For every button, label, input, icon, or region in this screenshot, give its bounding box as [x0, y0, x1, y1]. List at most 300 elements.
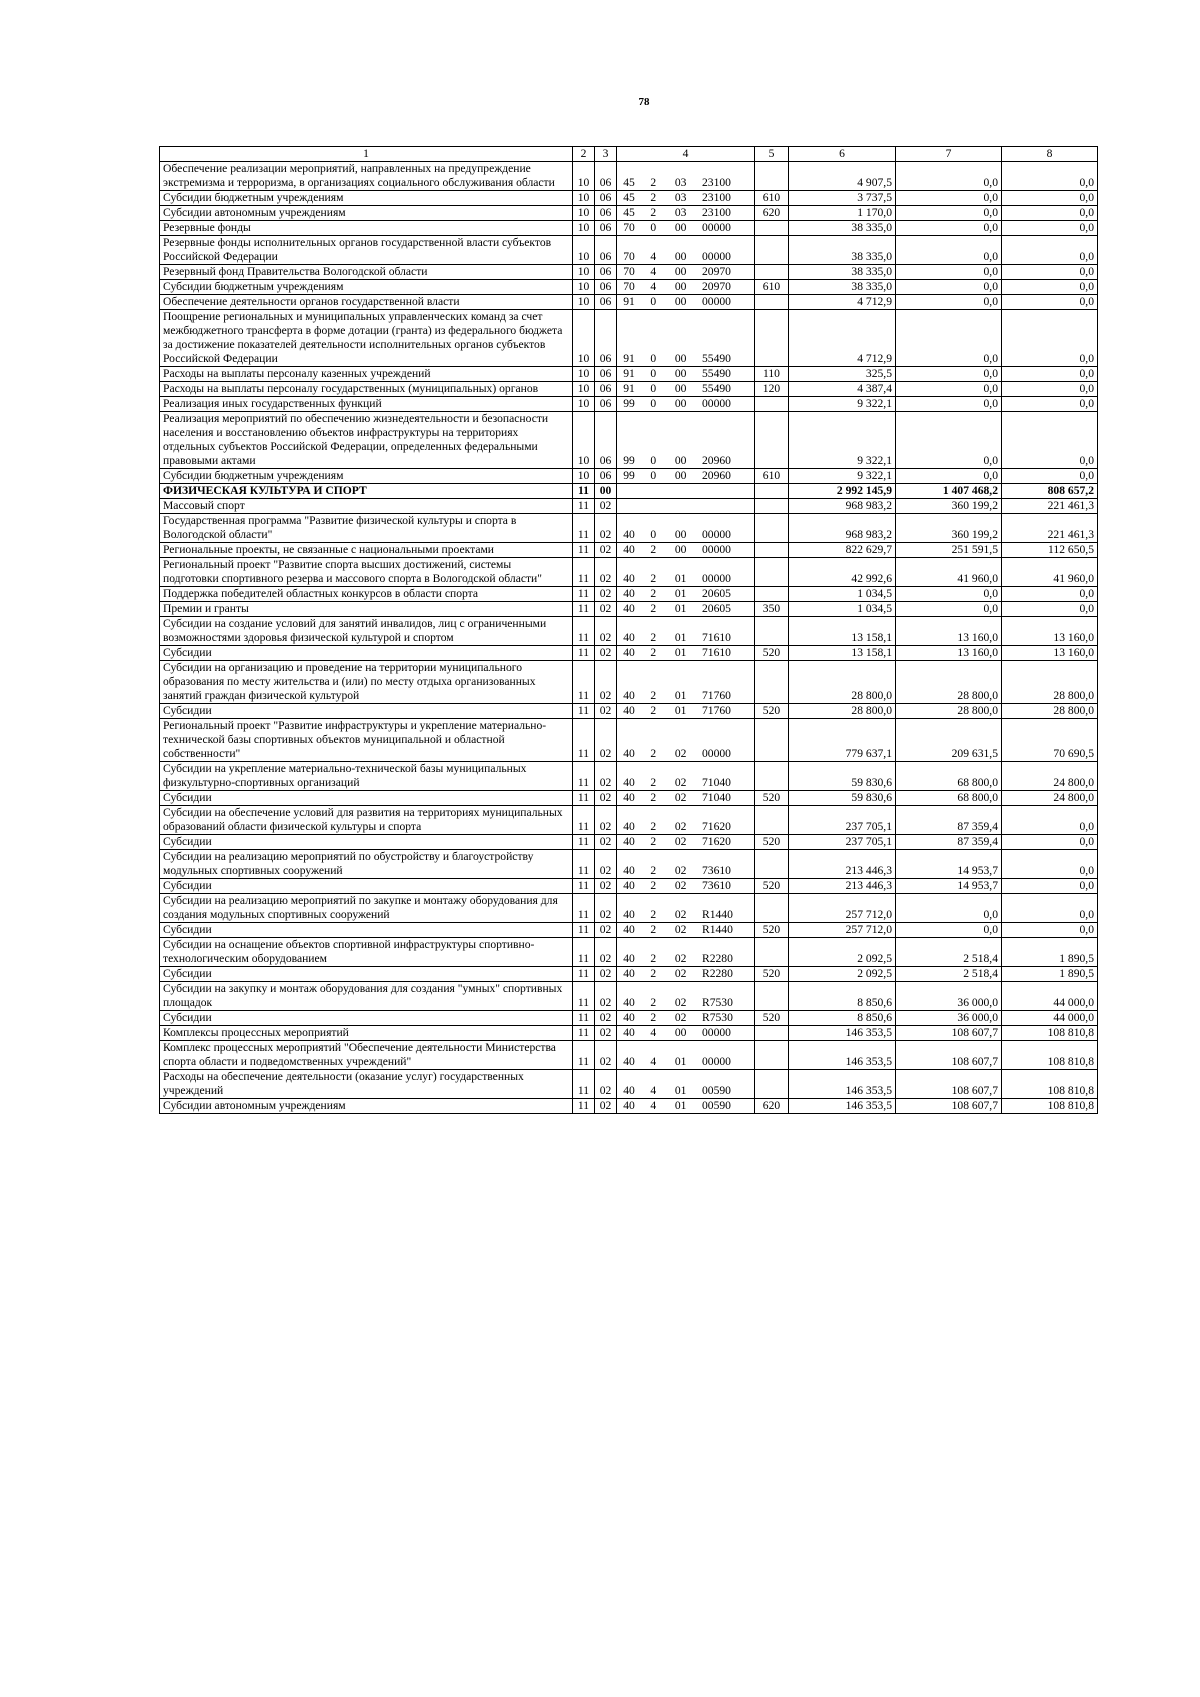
row-name: Расходы на обеспечение деятельности (оказание услуг) государственных учреждений: [160, 1070, 573, 1099]
subsection-code: 02: [595, 1041, 617, 1070]
expense-type-code: [755, 762, 789, 791]
amount-col-6: 1 170,0: [789, 206, 896, 221]
subsection-code: 06: [595, 191, 617, 206]
amount-col-8: 1 890,5: [1002, 967, 1098, 982]
expense-type-code: [755, 295, 789, 310]
subsection-code: 02: [595, 646, 617, 661]
subsection-code: 02: [595, 850, 617, 879]
program-code-part: 00000: [701, 295, 731, 308]
program-code-part: 00000: [701, 250, 731, 263]
section-code: 11: [573, 646, 595, 661]
program-code: [617, 617, 755, 646]
program-code-part: 02: [674, 864, 687, 877]
amount-col-6: 9 322,1: [789, 469, 896, 484]
amount-col-8: 24 800,0: [1002, 762, 1098, 791]
row-name: Субсидии на реализацию мероприятий по обустройству и благоустройству модульных спортивных сооружений: [160, 850, 573, 879]
amount-col-8: 24 800,0: [1002, 791, 1098, 806]
program-code-part: 40: [623, 587, 635, 600]
expense-type-code: [755, 894, 789, 923]
amount-col-6: 325,5: [789, 367, 896, 382]
amount-col-7: 0,0: [896, 923, 1002, 938]
amount-col-8: 0,0: [1002, 894, 1098, 923]
program-code-part: 00: [674, 1026, 687, 1039]
program-code-part: 20605: [701, 602, 731, 615]
section-code: 10: [573, 221, 595, 236]
subsection-code: 06: [595, 310, 617, 367]
amount-col-8: 108 810,8: [1002, 1070, 1098, 1099]
expense-type-code: [755, 412, 789, 469]
program-code-part: 00: [674, 280, 687, 293]
subsection-code: 02: [595, 982, 617, 1011]
section-code: 11: [573, 879, 595, 894]
program-code-part: 71760: [701, 704, 731, 717]
table-row: [160, 661, 1098, 704]
row-name: Субсидии: [160, 967, 573, 982]
program-code-part: 4: [650, 250, 657, 263]
program-code-part: 2: [650, 791, 657, 804]
program-code-part: 2: [650, 1011, 657, 1024]
program-code-part: 55490: [701, 382, 731, 395]
program-code-part: 40: [623, 1026, 635, 1039]
amount-col-8: 0,0: [1002, 397, 1098, 412]
section-code: 10: [573, 236, 595, 265]
program-code: [617, 967, 755, 982]
amount-col-6: 146 353,5: [789, 1041, 896, 1070]
amount-col-6: 4 712,9: [789, 310, 896, 367]
subsection-code: 02: [595, 661, 617, 704]
table-row: [160, 543, 1098, 558]
table-row: [160, 587, 1098, 602]
program-code-part: 01: [674, 689, 687, 702]
amount-col-6: 779 637,1: [789, 719, 896, 762]
section-code: 10: [573, 397, 595, 412]
program-code: [617, 879, 755, 894]
amount-col-6: 9 322,1: [789, 397, 896, 412]
expense-type-code: [755, 806, 789, 835]
program-code-part: 02: [674, 879, 687, 892]
expense-type-code: [755, 1041, 789, 1070]
subsection-code: 06: [595, 221, 617, 236]
amount-col-7: 0,0: [896, 894, 1002, 923]
amount-col-8: 0,0: [1002, 280, 1098, 295]
program-code: [617, 719, 755, 762]
expense-type-code: [755, 265, 789, 280]
column-header: 6: [789, 147, 896, 162]
subsection-code: 02: [595, 514, 617, 543]
amount-col-8: 0,0: [1002, 879, 1098, 894]
program-code-part: 2: [650, 835, 657, 848]
table-row: [160, 617, 1098, 646]
table-row: [160, 719, 1098, 762]
program-code-part: R1440: [701, 908, 733, 921]
table-row: [160, 206, 1098, 221]
program-code: [617, 762, 755, 791]
program-code-part: 40: [623, 820, 635, 833]
program-code-part: 01: [674, 704, 687, 717]
amount-col-7: 14 953,7: [896, 850, 1002, 879]
program-code-part: 91: [623, 382, 635, 395]
section-code: 11: [573, 514, 595, 543]
column-header: 2: [573, 147, 595, 162]
section-code: 11: [573, 835, 595, 850]
program-code-part: 00: [674, 265, 687, 278]
amount-col-8: 108 810,8: [1002, 1026, 1098, 1041]
amount-col-8: 0,0: [1002, 382, 1098, 397]
program-code-part: 40: [623, 835, 635, 848]
program-code: [617, 295, 755, 310]
amount-col-7: 0,0: [896, 469, 1002, 484]
amount-col-7: 41 960,0: [896, 558, 1002, 587]
program-code-part: 40: [623, 864, 635, 877]
column-header: 3: [595, 147, 617, 162]
row-name: Субсидии на организацию и проведение на территории муниципального образования по месту жительства и (или) по месту отдыха организованных занятий граждан физической культурой: [160, 661, 573, 704]
amount-col-6: 3 737,5: [789, 191, 896, 206]
amount-col-7: 68 800,0: [896, 791, 1002, 806]
program-code-part: 0: [650, 397, 657, 410]
section-code: 11: [573, 850, 595, 879]
program-code-part: 00: [674, 543, 687, 556]
amount-col-7: 108 607,7: [896, 1026, 1002, 1041]
amount-col-7: 209 631,5: [896, 719, 1002, 762]
program-code: [617, 704, 755, 719]
program-code: [617, 265, 755, 280]
amount-col-6: 42 992,6: [789, 558, 896, 587]
table-row: [160, 938, 1098, 967]
program-code: [617, 938, 755, 967]
program-code-part: 40: [623, 908, 635, 921]
amount-col-7: 36 000,0: [896, 982, 1002, 1011]
table-row: [160, 704, 1098, 719]
program-code-part: 20960: [701, 469, 731, 482]
section-code: 11: [573, 1099, 595, 1114]
row-name: Региональный проект "Развитие спорта высших достижений, системы подготовки спортивного резерва и массового спорта в Вологодской области": [160, 558, 573, 587]
section-code: 11: [573, 617, 595, 646]
subsection-code: 02: [595, 835, 617, 850]
program-code-part: 71040: [701, 776, 731, 789]
program-code-part: 40: [623, 952, 635, 965]
table-row: [160, 295, 1098, 310]
row-name: Реализация иных государственных функций: [160, 397, 573, 412]
expense-type-code: 620: [755, 1099, 789, 1114]
expense-type-code: [755, 938, 789, 967]
program-code-part: 40: [623, 967, 635, 980]
amount-col-8: 70 690,5: [1002, 719, 1098, 762]
amount-col-7: 2 518,4: [896, 967, 1002, 982]
program-code-part: 2: [650, 820, 657, 833]
program-code-part: 0: [650, 221, 657, 234]
row-name: Субсидии бюджетным учреждениям: [160, 469, 573, 484]
expense-type-code: [755, 499, 789, 514]
row-name: Субсидии на создание условий для занятий инвалидов, лиц с ограниченными возможностями здоровья физической культурой и спортом: [160, 617, 573, 646]
program-code-part: 2: [650, 646, 657, 659]
subsection-code: 02: [595, 879, 617, 894]
section-code: 11: [573, 1070, 595, 1099]
program-code-part: 40: [623, 923, 635, 936]
subsection-code: 02: [595, 923, 617, 938]
program-code: [617, 191, 755, 206]
program-code-part: 00000: [701, 221, 731, 234]
program-code-part: 0: [650, 469, 657, 482]
program-code-part: 73610: [701, 879, 731, 892]
section-code: 11: [573, 587, 595, 602]
table-row: [160, 397, 1098, 412]
program-code-part: 00: [674, 367, 687, 380]
amount-col-8: 221 461,3: [1002, 514, 1098, 543]
subsection-code: 02: [595, 558, 617, 587]
table-row: [160, 1099, 1098, 1114]
amount-col-6: 257 712,0: [789, 923, 896, 938]
program-code-part: 00: [674, 221, 687, 234]
amount-col-7: 0,0: [896, 162, 1002, 191]
program-code-part: 00000: [701, 572, 731, 585]
table-row: [160, 806, 1098, 835]
program-code-part: 45: [623, 176, 635, 189]
amount-col-8: 0,0: [1002, 587, 1098, 602]
table-row: [160, 1070, 1098, 1099]
program-code: [617, 587, 755, 602]
program-code: [617, 280, 755, 295]
subsection-code: 00: [595, 484, 617, 499]
row-name: Субсидии на укрепление материально-технической базы муниципальных физкультурно-спортивных организаций: [160, 762, 573, 791]
amount-col-6: 28 800,0: [789, 661, 896, 704]
program-code-part: 2: [650, 952, 657, 965]
amount-col-8: 0,0: [1002, 265, 1098, 280]
program-code-part: 70: [623, 221, 635, 234]
program-code-part: 4: [650, 280, 657, 293]
amount-col-7: 2 518,4: [896, 938, 1002, 967]
program-code: [617, 206, 755, 221]
amount-col-7: 0,0: [896, 236, 1002, 265]
program-code-part: 00000: [701, 528, 731, 541]
row-name: Субсидии: [160, 791, 573, 806]
subsection-code: 06: [595, 206, 617, 221]
section-code: 10: [573, 412, 595, 469]
table-row: [160, 894, 1098, 923]
amount-col-7: 0,0: [896, 367, 1002, 382]
program-code: [617, 1026, 755, 1041]
table-body: [160, 162, 1098, 1114]
subsection-code: 02: [595, 894, 617, 923]
amount-col-7: 251 591,5: [896, 543, 1002, 558]
table-row: [160, 558, 1098, 587]
program-code-part: 40: [623, 631, 635, 644]
program-code-part: R7530: [701, 1011, 733, 1024]
row-name: Субсидии на закупку и монтаж оборудования для создания "умных" спортивных площадок: [160, 982, 573, 1011]
program-code-part: 40: [623, 543, 635, 556]
program-code-part: 73610: [701, 864, 731, 877]
amount-col-8: 41 960,0: [1002, 558, 1098, 587]
amount-col-8: 44 000,0: [1002, 1011, 1098, 1026]
program-code-part: 2: [650, 191, 657, 204]
expense-type-code: [755, 484, 789, 499]
program-code-part: 91: [623, 367, 635, 380]
table-row: [160, 850, 1098, 879]
row-name: Обеспечение деятельности органов государственной власти: [160, 295, 573, 310]
program-code-part: 40: [623, 602, 635, 615]
amount-col-8: 0,0: [1002, 412, 1098, 469]
amount-col-8: 28 800,0: [1002, 661, 1098, 704]
amount-col-7: 0,0: [896, 280, 1002, 295]
amount-col-6: 146 353,5: [789, 1099, 896, 1114]
program-code-part: 02: [674, 908, 687, 921]
program-code-part: 71620: [701, 835, 731, 848]
section-code: 11: [573, 543, 595, 558]
program-code-part: 70: [623, 265, 635, 278]
column-header: 5: [755, 147, 789, 162]
amount-col-7: 0,0: [896, 310, 1002, 367]
program-code: [617, 162, 755, 191]
amount-col-7: 0,0: [896, 587, 1002, 602]
program-code-part: 0: [650, 352, 657, 365]
program-code-part: 40: [623, 572, 635, 585]
program-code-part: 00: [674, 454, 687, 467]
section-code: 10: [573, 265, 595, 280]
program-code-part: 4: [650, 1099, 657, 1112]
program-code-part: 40: [623, 646, 635, 659]
expense-type-code: 520: [755, 879, 789, 894]
row-name: Массовый спорт: [160, 499, 573, 514]
program-code-part: 40: [623, 1099, 635, 1112]
expense-type-code: [755, 543, 789, 558]
amount-col-7: 13 160,0: [896, 646, 1002, 661]
row-name: Субсидии: [160, 1011, 573, 1026]
expense-type-code: [755, 661, 789, 704]
program-code-part: 01: [674, 1084, 687, 1097]
expense-type-code: [755, 1026, 789, 1041]
amount-col-8: 0,0: [1002, 310, 1098, 367]
program-code-part: 91: [623, 295, 635, 308]
amount-col-7: 28 800,0: [896, 661, 1002, 704]
subsection-code: 02: [595, 967, 617, 982]
table-row: [160, 310, 1098, 367]
program-code-part: 00000: [701, 397, 731, 410]
program-code-part: 02: [674, 967, 687, 980]
amount-col-8: 0,0: [1002, 295, 1098, 310]
table-row: [160, 879, 1098, 894]
expense-type-code: 520: [755, 835, 789, 850]
program-code-part: 40: [623, 791, 635, 804]
column-header: 7: [896, 147, 1002, 162]
program-code: [617, 543, 755, 558]
program-code-part: 00: [674, 469, 687, 482]
program-code-part: 70: [623, 280, 635, 293]
program-code-part: 20970: [701, 265, 731, 278]
expense-type-code: [755, 310, 789, 367]
expense-type-code: 610: [755, 191, 789, 206]
row-name: Субсидии бюджетным учреждениям: [160, 191, 573, 206]
subsection-code: 02: [595, 806, 617, 835]
program-code-part: 4: [650, 1055, 657, 1068]
expense-type-code: 520: [755, 1011, 789, 1026]
program-code-part: 02: [674, 747, 687, 760]
program-code: [617, 982, 755, 1011]
table-row: [160, 1041, 1098, 1070]
section-code: 11: [573, 1026, 595, 1041]
program-code: [617, 221, 755, 236]
row-name: Субсидии на обеспечение условий для развития на территориях муниципальных образований области физической культуры и спорта: [160, 806, 573, 835]
program-code: [617, 499, 755, 514]
amount-col-6: 2 092,5: [789, 938, 896, 967]
amount-col-7: 0,0: [896, 397, 1002, 412]
program-code: [617, 558, 755, 587]
amount-col-8: 112 650,5: [1002, 543, 1098, 558]
subsection-code: 02: [595, 499, 617, 514]
program-code-part: 2: [650, 689, 657, 702]
program-code-part: 99: [623, 454, 635, 467]
amount-col-8: 0,0: [1002, 367, 1098, 382]
amount-col-8: 0,0: [1002, 835, 1098, 850]
program-code-part: 2: [650, 631, 657, 644]
amount-col-7: 28 800,0: [896, 704, 1002, 719]
section-code: 11: [573, 484, 595, 499]
amount-col-7: 87 359,4: [896, 806, 1002, 835]
table-row: [160, 367, 1098, 382]
amount-col-7: 0,0: [896, 265, 1002, 280]
subsection-code: 02: [595, 704, 617, 719]
program-code-part: 2: [650, 176, 657, 189]
program-code-part: 02: [674, 1011, 687, 1024]
subsection-code: 02: [595, 1070, 617, 1099]
program-code: [617, 835, 755, 850]
amount-col-6: 13 158,1: [789, 646, 896, 661]
subsection-code: 02: [595, 587, 617, 602]
program-code: [617, 1041, 755, 1070]
program-code-part: 01: [674, 1055, 687, 1068]
program-code-part: 01: [674, 572, 687, 585]
program-code-part: 2: [650, 747, 657, 760]
amount-col-8: 808 657,2: [1002, 484, 1098, 499]
section-code: 10: [573, 382, 595, 397]
row-name: Региональные проекты, не связанные с национальными проектами: [160, 543, 573, 558]
program-code-part: 2: [650, 879, 657, 892]
program-code-part: 0: [650, 295, 657, 308]
program-code-part: 4: [650, 1084, 657, 1097]
expense-type-code: 110: [755, 367, 789, 382]
amount-col-6: 59 830,6: [789, 791, 896, 806]
program-code-part: 71620: [701, 820, 731, 833]
row-name: Комплекс процессных мероприятий "Обеспечение деятельности Министерства спорта области и подведомственных учреждений": [160, 1041, 573, 1070]
section-code: 11: [573, 661, 595, 704]
amount-col-7: 87 359,4: [896, 835, 1002, 850]
table-row: [160, 923, 1098, 938]
amount-col-7: 108 607,7: [896, 1070, 1002, 1099]
program-code-part: 45: [623, 206, 635, 219]
section-code: 10: [573, 206, 595, 221]
program-code-part: 00000: [701, 1055, 731, 1068]
section-code: 11: [573, 719, 595, 762]
subsection-code: 02: [595, 719, 617, 762]
amount-col-6: 213 446,3: [789, 879, 896, 894]
program-code-part: 40: [623, 1011, 635, 1024]
amount-col-6: 8 850,6: [789, 982, 896, 1011]
table-row: [160, 382, 1098, 397]
amount-col-8: 0,0: [1002, 236, 1098, 265]
amount-col-7: 360 199,2: [896, 514, 1002, 543]
amount-col-6: 2 992 145,9: [789, 484, 896, 499]
program-code-part: 00590: [701, 1084, 731, 1097]
amount-col-6: 968 983,2: [789, 499, 896, 514]
program-code-part: 71040: [701, 791, 731, 804]
amount-col-7: 108 607,7: [896, 1099, 1002, 1114]
program-code-part: 71610: [701, 631, 731, 644]
section-code: 10: [573, 295, 595, 310]
row-name: Обеспечение реализации мероприятий, направленных на предупреждение экстремизма и терроризма, в организациях социального обслуживания области: [160, 162, 573, 191]
program-code-part: 40: [623, 689, 635, 702]
section-code: 10: [573, 162, 595, 191]
expense-type-code: 520: [755, 791, 789, 806]
amount-col-7: 68 800,0: [896, 762, 1002, 791]
row-name: Субсидии автономным учреждениям: [160, 206, 573, 221]
